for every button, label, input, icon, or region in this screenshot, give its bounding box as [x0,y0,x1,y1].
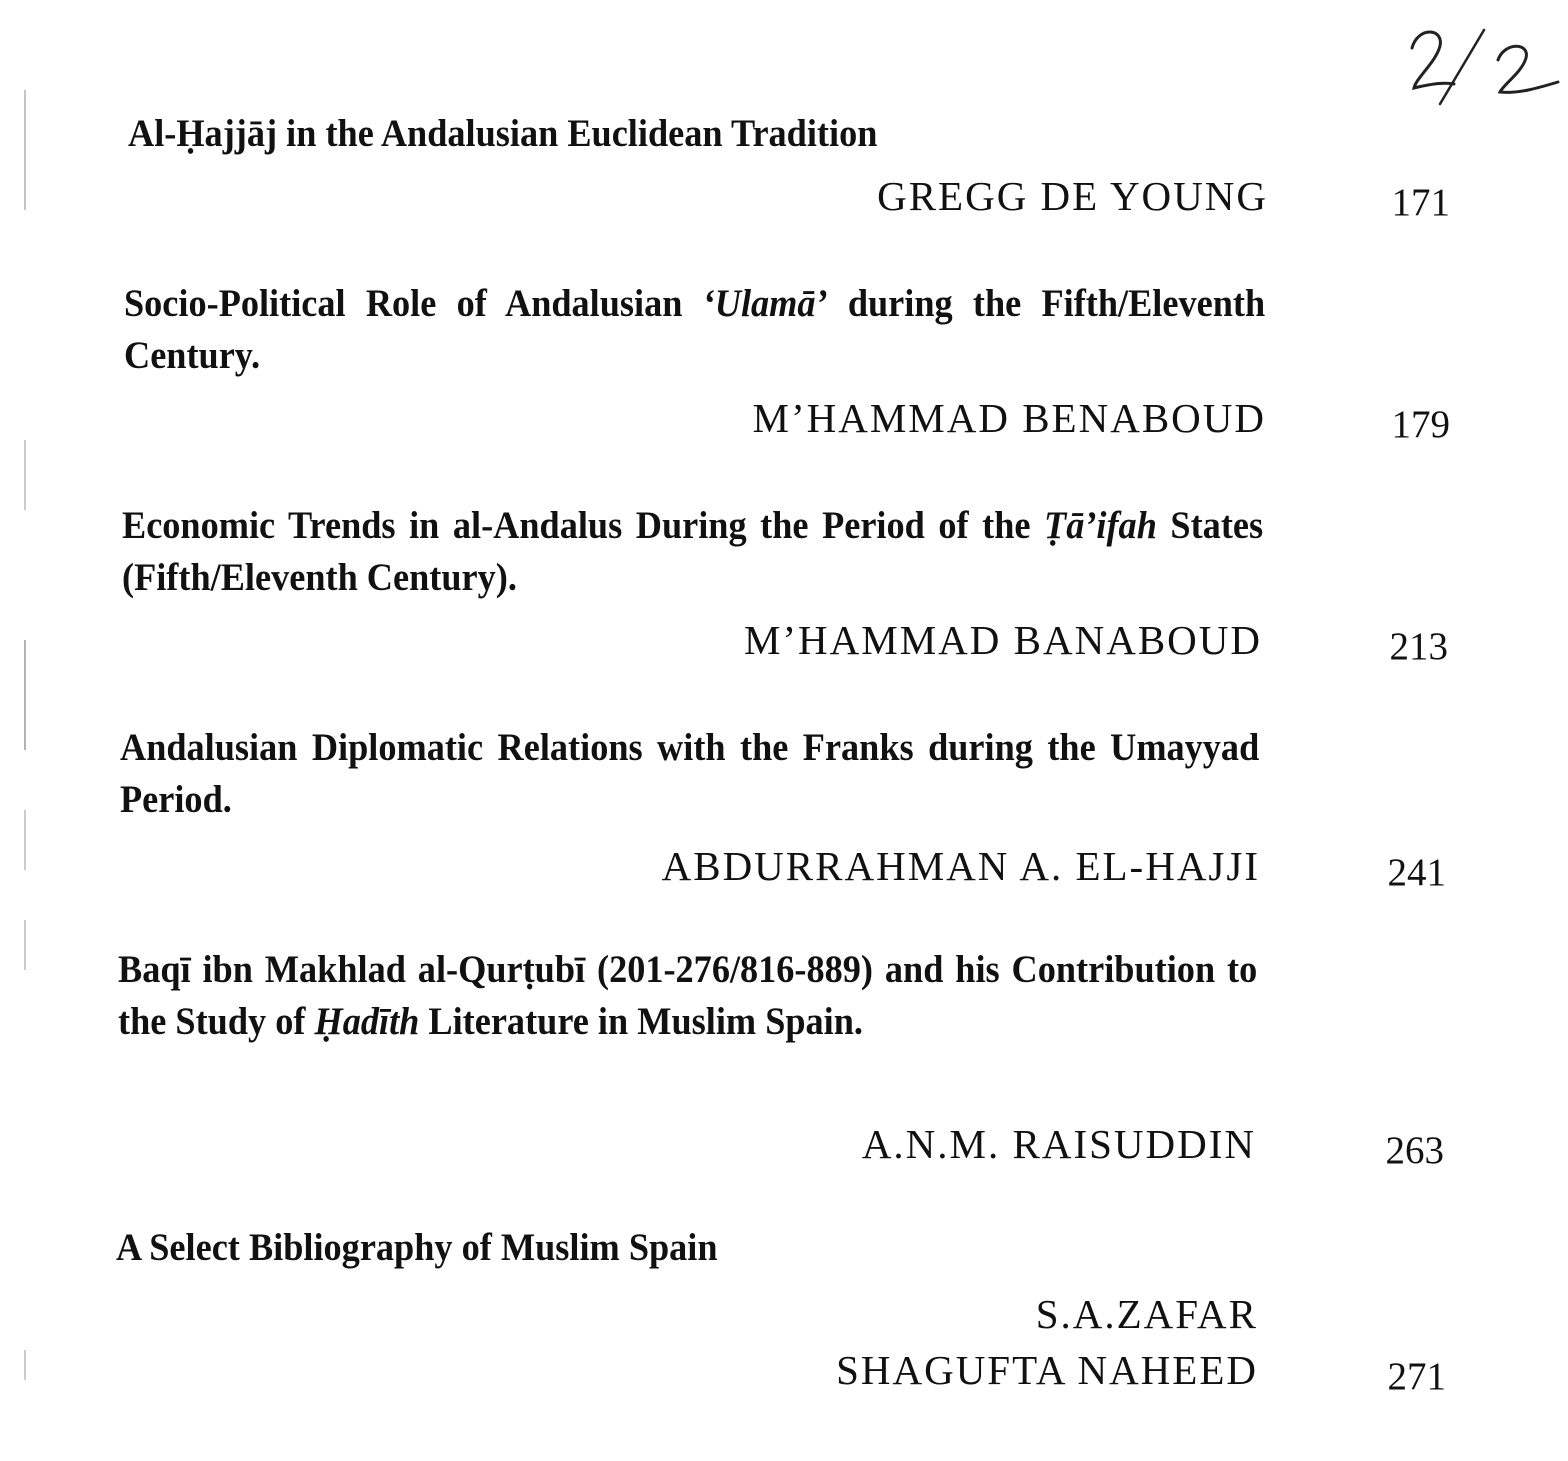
entry-author: GREGG DE YOUNG [877,173,1268,219]
entry-title [122,500,1263,604]
entry-title-text: Al-Ḥajjāj in the Andalusian Euclidean Tradition [128,112,878,155]
entry-title-text: Economic Trends in al-Andalus During the Period of the [122,504,1045,547]
entry-author: SHAGUFTA NAHEED [836,1347,1258,1393]
entry-page-number: 171 [1391,181,1450,224]
entry-author: S.A.ZAFAR [1035,1291,1258,1337]
margin-mark [24,440,26,510]
entry-title [128,108,1058,160]
entry-page-number: 213 [1389,625,1448,668]
entry-page-number: 263 [1385,1129,1444,1172]
entry-title [118,944,1257,1048]
margin-mark [24,90,26,210]
entry-author: M’HAMMAD BENABOUD [752,395,1266,441]
entry-author: M’HAMMAD BANABOUD [743,617,1262,663]
entry-title [120,722,1259,826]
entry-title-text: during the Fifth/Eleventh Century. [124,282,1266,377]
entry-title-italic: ‘Ulamā’ [702,282,828,325]
margin-mark [24,920,26,970]
entry-page-number: 271 [1387,1355,1446,1398]
entry-page-number: 241 [1387,851,1446,894]
margin-mark [24,1350,26,1380]
entry-author: ABDURRAHMAN A. EL-HAJJI [661,843,1260,889]
entry-title [116,1222,1046,1274]
entry-title [124,278,1265,382]
entry-page-number: 179 [1391,403,1450,446]
entry-title-text: Andalusian Diplomatic Relations with the Franks during the Umayyad Period. [120,726,1260,821]
entry-author: A.N.M. RAISUDDIN [861,1121,1256,1167]
handwritten-page-note [1400,8,1560,108]
entry-title-italic: Ḥadīth [314,1000,420,1043]
entry-title-text: A Select Bibliography of Muslim Spain [116,1226,718,1269]
entry-title-text: States (Fifth/Eleventh Century). [122,504,1264,599]
entry-title-text: Literature in Muslim Spain. [419,1000,864,1043]
entry-title-text: Baqī ibn Makhlad al-Qurṭubī (201-276/816-889) and his Contribution to the Study of [118,948,1258,1043]
margin-mark [24,810,26,870]
entry-title-italic: Ṭā’ifah [1044,504,1157,547]
margin-mark [24,640,26,750]
entry-title-text: Socio-Political Role of Andalusian [124,282,703,325]
